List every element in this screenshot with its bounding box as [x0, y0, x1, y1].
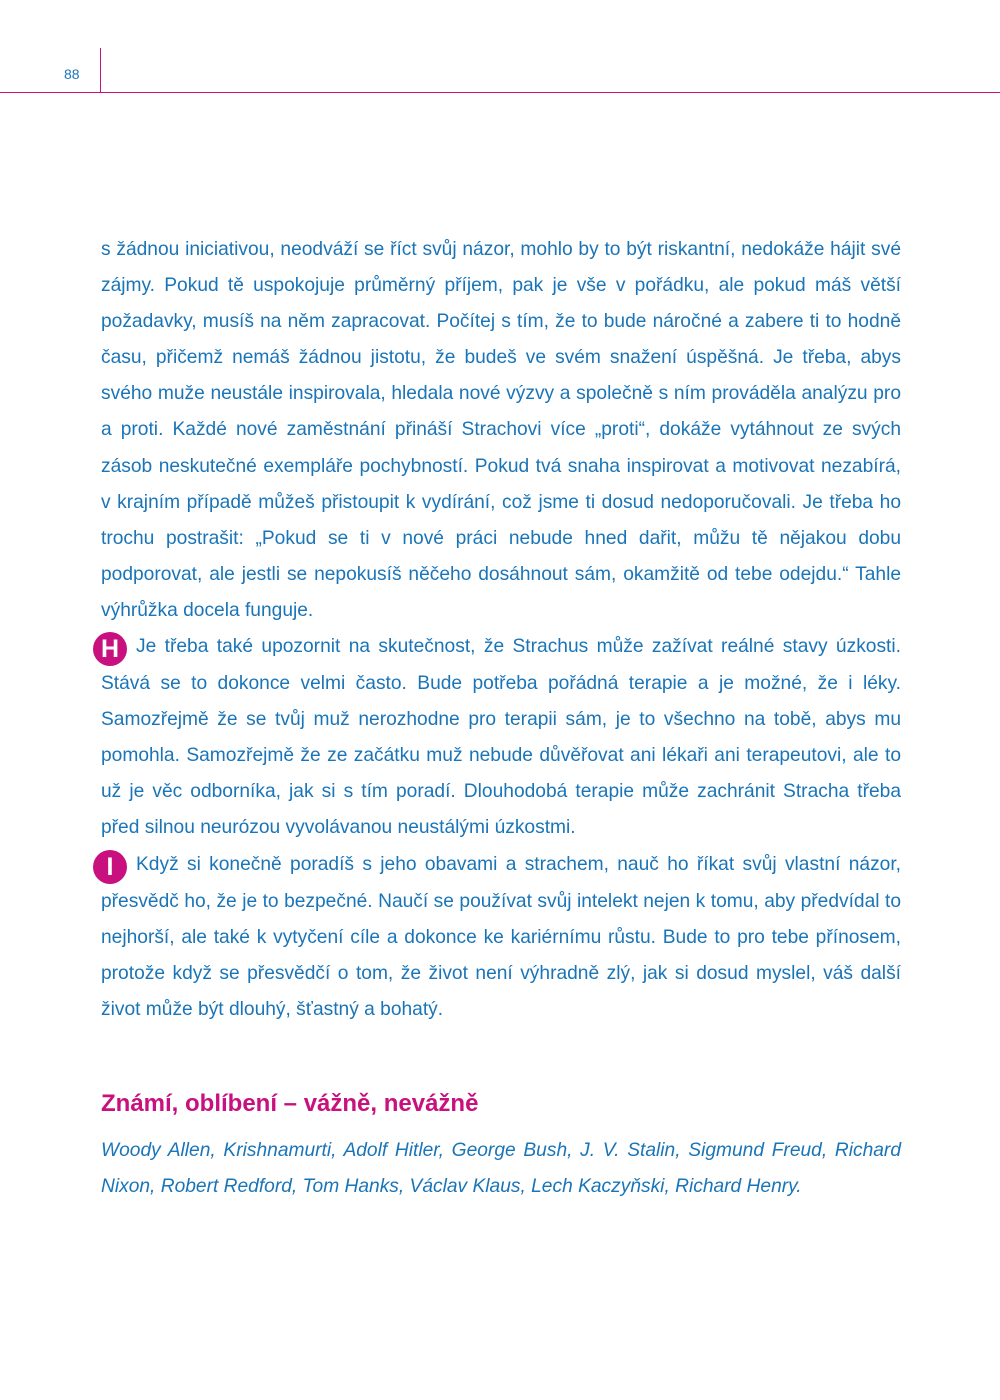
header-horizontal-rule: [0, 92, 1000, 93]
page-number: 88: [64, 66, 80, 82]
paragraph-i: [101, 847, 901, 1028]
paragraph-h: [101, 629, 901, 846]
paragraph-continued: s žádnou iniciativou, neodváží se říct svůj názor, mohlo by to být riskantní, nedokáže hájit své zájmy. Pokud tě uspokojuje průměrný příjem, pak je vše v pořádku, ale pokud máš větší požadavky, musíš na něm zapracovat. Počítej s tím, že to bude náročné a zabere ti to hodně času, přičemž nemáš žádnou jistotu, že budeš ve svém snažení úspěšná. Je třeba, abys svého muže neustále inspirovala, hledala nové výzvy a společně s ním prováděla analýzu pro a proti. Každé nové zaměstnání přináší Strachovi více „proti“, dokáže vytáhnout ze svých zásob neskutečné exempláře pochybností. Pokud tvá snaha inspirovat a motivovat nezabírá, v krajním případě můžeš přistoupit k vydírání, což jsme ti dosud nedoporučovali. Je třeba ho trochu postrašit: „Pokud se ti v nové práci nebude hned dařit, můžu tě nějakou dobu podporovat, ale jestli se nepokusíš něčeho dosáhnout sám, okamžitě od tebe odejdu.“ Tahle výhrůžka docela funguje.: [101, 239, 901, 621]
paragraph-h-text: Je třeba také upozornit na skutečnost, že Strachus může zažívat reálné stavy úzkosti. Stává se to dokonce velmi často. Bude potřeba pořádná terapie a je možné, že i léky. Samozřejmě že se tvůj muž nerozhodne pro terapii sám, je to všechno na tobě, abys mu pomohla. Samozřejmě že ze začátku muž nebude důvěřovat ani lékaři ani terapeutovi, ale to už je věc odborníka, jak si s tím poradí. Dlouhodobá terapie může zachránit Stracha třeba před silnou neurózou vyvolávanou neustálými úzkostmi.: [101, 636, 901, 839]
section-marker-h: H: [93, 632, 127, 666]
famous-names-list: Woody Allen, Krishnamurti, Adolf Hitler, George Bush, J. V. Stalin, Sigmund Freud, Richard Nixon, Robert Redford, Tom Hanks, Václav Klaus, Lech Kaczyňski, Richard Henry.: [101, 1140, 901, 1198]
header-vertical-rule: [100, 48, 101, 93]
section-heading: Známí, oblíbení – vážně, nevážně: [101, 1090, 479, 1117]
body-text: [101, 232, 901, 1028]
section-marker-i: I: [93, 850, 127, 884]
paragraph-i-text: Když si konečně poradíš s jeho obavami a strachem, nauč ho říkat svůj vlastní názor, přesvědč ho, že je to bezpečné. Naučí se používat svůj intelekt nejen k tomu, aby předvídal to nejhorší, ale také k vytyčení cíle a dokonce ke kariérnímu růstu. Bude to pro tebe přínosem, protože když se přesvědčí o tom, že život není výhradně zlý, jak si dosud myslel, váš další život může být dlouhý, šťastný a bohatý.: [101, 853, 901, 1020]
